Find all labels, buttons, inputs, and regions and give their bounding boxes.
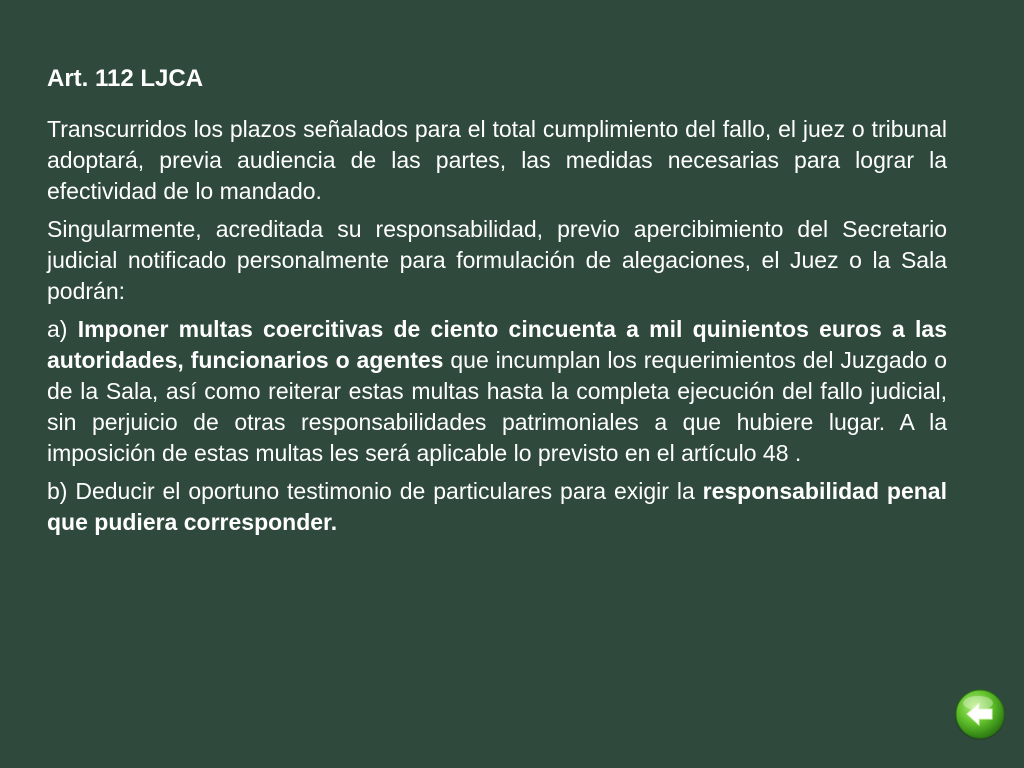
paragraph-3-bold: Imponer multas coercitivas de ciento cincuenta a mil quinientos euros a las autoridades, funcionarios o agentes [47, 316, 948, 373]
paragraph-1: Transcurridos los plazos señalados para el total cumplimiento del fallo, el juez o tribunal adoptará, previa audiencia de las partes, las medidas necesarias para lograr la efectividad de lo mandado. [47, 116, 947, 204]
paragraph-3-rest: que incumplan los requerimientos del Juzgado o de la Sala, así como reiterar estas multas hasta la completa ejecución del fallo judicial, sin perjuicio de otras responsabilidades patrimoniales a que hubiere lugar. A la imposición de estas multas les será aplicable lo previsto en el artículo 48 . [47, 347, 947, 466]
back-button[interactable] [953, 688, 1007, 742]
paragraph-3 [47, 314, 947, 469]
paragraph-3-prefix: a) [47, 316, 78, 342]
paragraph-2: Singularmente, acreditada su responsabilidad, previo apercibimiento del Secretario judicial notificado personalmente para formulación de alegaciones, el Juez o la Sala podrán: [47, 216, 947, 304]
slide-content [47, 62, 947, 545]
paragraph-4-bold: responsabilidad penal que pudiera corresponder. [47, 478, 947, 535]
back-arrow-icon [953, 688, 1007, 742]
paragraph-4 [47, 476, 947, 538]
paragraph-4-prefix: b) Deducir el oportuno testimonio de particulares para exigir la [47, 478, 703, 504]
slide-title: Art. 112 LJCA [47, 65, 204, 92]
